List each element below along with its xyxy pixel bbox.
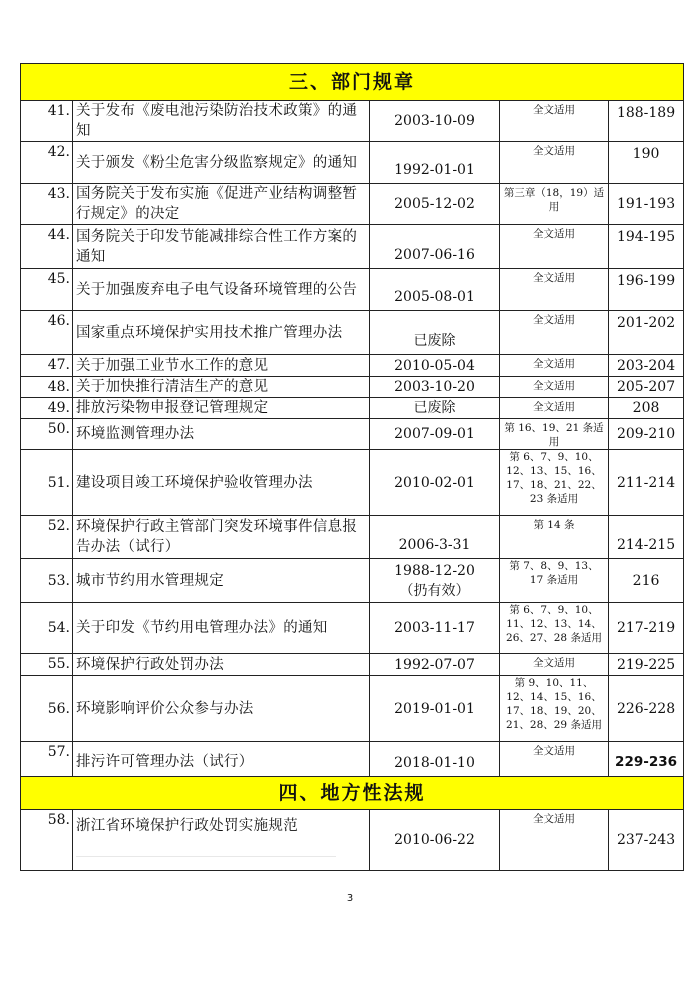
date-line: 1988-12-20	[394, 562, 475, 579]
regulation-title: 关于颁发《粉尘危害分级监察规定》的通知	[73, 142, 370, 184]
effective-date: 1992-07-07	[370, 654, 500, 676]
row-number: 58.	[21, 810, 73, 871]
effective-date: 2005-12-02	[370, 184, 500, 225]
effective-date	[370, 559, 500, 603]
page-number: 3	[346, 893, 354, 904]
row-number: 51.	[21, 450, 73, 516]
effective-date: 2003-10-20	[370, 377, 500, 398]
regulations-table	[20, 63, 684, 871]
regulation-title: 建设项目竣工环境保护验收管理办法	[73, 450, 370, 516]
row-number: 41.	[21, 101, 73, 142]
section-header	[21, 777, 684, 810]
regulation-title: 环境监测管理办法	[73, 419, 370, 450]
regulation-title: 关于加强废弃电子电气设备环境管理的公告	[73, 269, 370, 311]
page-range: 191-193	[609, 184, 684, 225]
applicable-scope: 第 6、7、9、10、12、13、15、16、17、18、21、22、23 条适用	[500, 450, 609, 516]
table-row	[21, 398, 684, 419]
page-range: 209-210	[609, 419, 684, 450]
effective-date: 2003-11-17	[370, 603, 500, 654]
table-row	[21, 559, 684, 603]
row-number: 57.	[21, 742, 73, 777]
applicable-scope: 第 9、10、11、12、14、15、16、17、18、19、20、21、28、29 条适用	[500, 676, 609, 742]
page-range: 237-243	[609, 810, 684, 871]
row-number: 49.	[21, 398, 73, 419]
applicable-scope: 全文适用	[500, 311, 609, 355]
applicable-scope: 第 6、7、9、10、11、12、13、14、26、27、28 条适用	[500, 603, 609, 654]
row-number: 56.	[21, 676, 73, 742]
regulation-title: 环境影响评价公众参与办法	[73, 676, 370, 742]
table-row	[21, 516, 684, 559]
date-note: （扔有效）	[399, 582, 470, 599]
page-range: 190	[609, 142, 684, 184]
regulation-title	[73, 810, 370, 871]
applicable-scope: 全文适用	[500, 142, 609, 184]
regulation-title: 关于发布《废电池污染防治技术政策》的通知	[73, 101, 370, 142]
table-row	[21, 184, 684, 225]
regulation-title: 关于加强工业节水工作的意见	[73, 355, 370, 377]
applicable-scope: 第三章（18，19）适用	[500, 184, 609, 225]
row-number: 48.	[21, 377, 73, 398]
applicable-scope: 第 14 条	[500, 516, 609, 559]
applicable-scope: 全文适用	[500, 654, 609, 676]
effective-date: 2007-06-16	[370, 225, 500, 269]
row-number: 42.	[21, 142, 73, 184]
table-row	[21, 742, 684, 777]
table-row	[21, 676, 684, 742]
regulation-title: 排污许可管理办法（试行）	[73, 742, 370, 777]
page-range: 217-219	[609, 603, 684, 654]
effective-date: 2005-08-01	[370, 269, 500, 311]
regulation-title: 国务院关于印发节能减排综合性工作方案的通知	[73, 225, 370, 269]
page-range: 219-225	[609, 654, 684, 676]
page-range: 216	[609, 559, 684, 603]
table-row	[21, 450, 684, 516]
effective-date: 已废除	[370, 398, 500, 419]
row-number: 46.	[21, 311, 73, 355]
regulation-title: 城市节约用水管理规定	[73, 559, 370, 603]
effective-date: 2019-01-01	[370, 676, 500, 742]
page-range: 196-199	[609, 269, 684, 311]
page-range: 229-236	[609, 742, 684, 777]
applicable-scope: 全文适用	[500, 810, 609, 871]
row-number: 50.	[21, 419, 73, 450]
effective-date: 2010-02-01	[370, 450, 500, 516]
section-heading: 四、地方性法规	[21, 777, 684, 810]
regulation-title-text: 浙江省环境保护行政处罚实施规范	[76, 818, 298, 834]
regulation-title: 环境保护行政主管部门突发环境事件信息报告办法（试行）	[73, 516, 370, 559]
page-range: 201-202	[609, 311, 684, 355]
applicable-scope: 全文适用	[500, 101, 609, 142]
table-row	[21, 377, 684, 398]
applicable-scope: 全文适用	[500, 355, 609, 377]
section-header	[21, 64, 684, 101]
table-row	[21, 142, 684, 184]
regulation-title: 国务院关于发布实施《促进产业结构调整暂行规定》的决定	[73, 184, 370, 225]
regulation-title: 关于加快推行清洁生产的意见	[73, 377, 370, 398]
regulation-title: 关于印发《节约用电管理办法》的通知	[73, 603, 370, 654]
applicable-scope: 全文适用	[500, 377, 609, 398]
effective-date: 2010-05-04	[370, 355, 500, 377]
applicable-scope: 全文适用	[500, 742, 609, 777]
applicable-scope: 第 7、8、9、13、17 条适用	[500, 559, 609, 603]
table-row	[21, 419, 684, 450]
page-range: 203-204	[609, 355, 684, 377]
applicable-scope: 全文适用	[500, 398, 609, 419]
table-row	[21, 101, 684, 142]
row-number: 55.	[21, 654, 73, 676]
effective-date: 2007-09-01	[370, 419, 500, 450]
effective-date: 2006-3-31	[370, 516, 500, 559]
page-range: 205-207	[609, 377, 684, 398]
applicable-scope: 全文适用	[500, 269, 609, 311]
page-range: 226-228	[609, 676, 684, 742]
row-number: 54.	[21, 603, 73, 654]
regulation-title: 排放污染物申报登记管理规定	[73, 398, 370, 419]
effective-date: 2003-10-09	[370, 101, 500, 142]
effective-date: 2018-01-10	[370, 742, 500, 777]
page-range: 194-195	[609, 225, 684, 269]
row-number: 53.	[21, 559, 73, 603]
table-row	[21, 810, 684, 871]
table-row	[21, 311, 684, 355]
row-number: 52.	[21, 516, 73, 559]
applicable-scope: 全文适用	[500, 225, 609, 269]
faint-underline	[76, 856, 336, 857]
row-number: 47.	[21, 355, 73, 377]
table-row	[21, 269, 684, 311]
page-range: 214-215	[609, 516, 684, 559]
page-range: 188-189	[609, 101, 684, 142]
table-row	[21, 355, 684, 377]
regulation-title: 环境保护行政处罚办法	[73, 654, 370, 676]
table-row	[21, 654, 684, 676]
table-row	[21, 603, 684, 654]
table-row	[21, 225, 684, 269]
page-range: 208	[609, 398, 684, 419]
regulation-title: 国家重点环境保护实用技术推广管理办法	[73, 311, 370, 355]
effective-date: 2010-06-22	[370, 810, 500, 871]
row-number: 44.	[21, 225, 73, 269]
applicable-scope: 第 16、19、21 条适用	[500, 419, 609, 450]
effective-date: 已废除	[370, 311, 500, 355]
page-range: 211-214	[609, 450, 684, 516]
section-heading: 三、部门规章	[21, 64, 684, 101]
row-number: 43.	[21, 184, 73, 225]
effective-date: 1992-01-01	[370, 142, 500, 184]
row-number: 45.	[21, 269, 73, 311]
